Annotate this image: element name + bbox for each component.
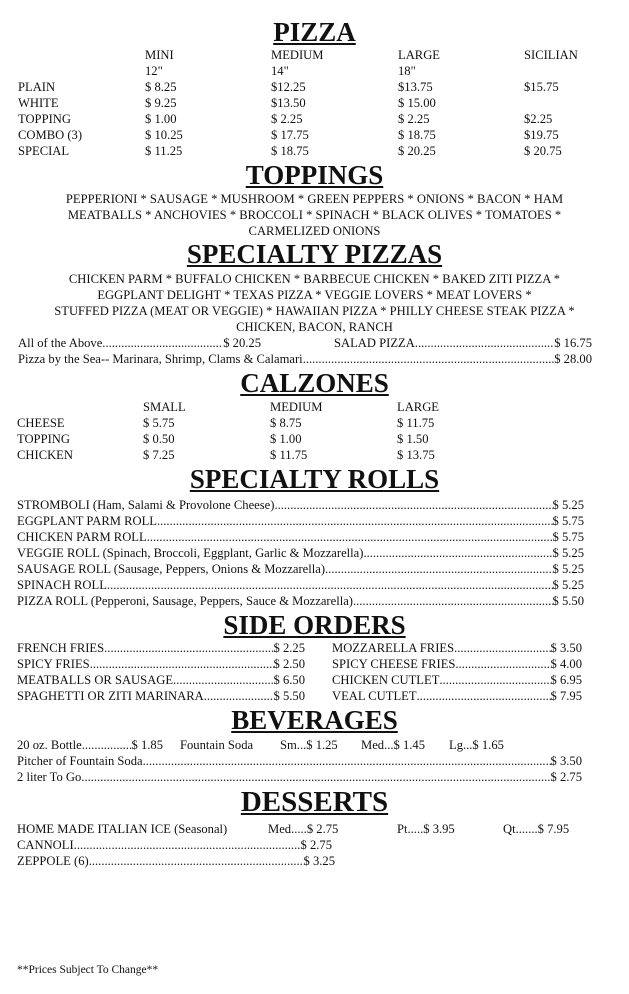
pizza-by-the-sea-row [18,351,592,367]
price: $ 8.25 [145,80,177,94]
item-price: $ 2.50 [273,657,305,671]
price: $13.75 [398,80,433,94]
item-name: Pitcher of Fountain Soda [17,754,143,768]
pitcher-row [17,753,582,769]
item-name: VEGGIE ROLL (Spinach, Broccoli, Eggplant, Garlic & Mozzarella) [17,546,364,560]
pizza-name: TOPPING [18,112,71,126]
dot-leader [415,335,554,351]
size-mini: MINI [145,48,174,62]
pizza-name: COMBO (3) [18,128,83,142]
fountain-large-price: Lg...$ 1.65 [449,738,504,752]
item-price: $ 16.75 [554,336,592,350]
specialty-pizza-line: EGGPLANT DELIGHT * TEXAS PIZZA * VEGGIE LOVERS * MEAT LOVERS * [97,288,532,302]
fountain-medium-price: Med...$ 1.45 [361,738,426,752]
all-of-above-row [18,335,261,351]
pizza-title: PIZZA [273,17,356,47]
dot-leader [204,688,274,704]
item-price: $ 7.95 [550,689,582,703]
price: $ 2.25 [271,112,303,126]
toppings-line: PEPPERIONI * SAUSAGE * MUSHROOM * GREEN PEPPERS * ONIONS * BACON * HAM [65,192,564,206]
zeppole-row [17,853,335,869]
dot-leader [81,769,550,785]
dot-leader [143,753,551,769]
dot-leader [82,737,132,753]
item-name: 2 liter To Go [17,770,82,784]
item-price: $ 2.75 [550,770,582,784]
dot-leader [454,640,550,656]
inch-medium: 14" [271,64,289,78]
item-name: FRENCH FRIES [17,641,105,655]
price: $2.25 [524,112,553,126]
bottle-row [17,737,163,753]
item-price: $ 1.85 [131,738,163,752]
salad-pizza-row [334,335,592,351]
price: $12.25 [271,80,306,94]
dot-leader [107,577,553,593]
list-item [17,561,584,577]
price: $ 2.25 [398,112,430,126]
list-item [17,529,584,545]
item-name: 20 oz. Bottle [17,738,82,752]
price-disclaimer: **Prices Subject To Change** [17,964,159,976]
price: $ 1.50 [397,432,429,446]
side-orders-title: SIDE ORDERS [223,610,406,640]
item-name: VEAL CUTLET [332,689,417,703]
item-price: $ 5.25 [552,562,584,576]
price: $ 15.00 [398,96,436,110]
item-name: All of the Above [18,336,103,350]
dot-leader [325,561,552,577]
dot-leader [417,688,551,704]
calzone-name: CHICKEN [17,448,73,462]
item-price: $ 3.50 [550,641,582,655]
toppings-title: TOPPINGS [245,160,384,190]
price: $ 10.25 [145,128,183,142]
list-item [17,593,584,609]
list-item [17,640,305,656]
item-name: Pizza by the Sea-- Marinara, Shrimp, Clams & Calamari [18,352,303,366]
specialty-pizza-line: STUFFED PIZZA (MEAT OR VEGGIE) * HAWAIIAN PIZZA * PHILLY CHEESE STEAK PIZZA * [54,304,575,318]
item-price: $ 2.75 [300,838,332,852]
item-name: MEATBALLS OR SAUSAGE [17,673,174,687]
item-name: CHICKEN PARM ROLL [17,530,147,544]
price: $ 20.25 [398,144,436,158]
calzone-name: CHEESE [17,416,65,430]
item-price: $ 6.50 [273,673,305,687]
dot-leader [157,513,553,529]
list-item [332,656,582,672]
item-price: $ 5.75 [552,530,584,544]
item-price: $ 5.50 [273,689,305,703]
list-item [332,640,582,656]
item-price: $ 5.50 [552,594,584,608]
item-name: SPICY CHEESE FRIES [332,657,456,671]
dot-leader [90,656,274,672]
dot-leader [147,529,553,545]
list-item [17,688,305,704]
item-price: $ 5.25 [552,546,584,560]
specialty-pizzas-title: SPECIALTY PIZZAS [186,239,443,269]
specialty-pizza-line: CHICKEN PARM * BUFFALO CHICKEN * BARBECUE CHICKEN * BAKED ZITI PIZZA * [68,272,561,286]
list-item [17,577,584,593]
dot-leader [102,335,223,351]
toppings-line: MEATBALLS * ANCHOVIES * BROCCOLI * SPINACH * BLACK OLIVES * TOMATOES * [67,208,562,222]
item-name: STROMBOLI (Ham, Salami & Provolone Cheese) [17,498,275,512]
inch-large: 18" [398,64,416,78]
specialty-pizza-line: CHICKEN, BACON, RANCH [236,320,393,334]
item-name: SPINACH ROLL [17,578,107,592]
list-item [17,656,305,672]
item-price: $ 3.50 [550,754,582,768]
dot-leader [274,497,552,513]
price: $15.75 [524,80,559,94]
item-price: $ 28.00 [554,352,592,366]
size-medium: MEDIUM [270,400,323,414]
item-price: $ 5.25 [552,498,584,512]
item-name: MOZZARELLA FRIES [332,641,455,655]
list-item [17,513,584,529]
price: $ 1.00 [145,112,177,126]
item-price: $ 5.25 [552,578,584,592]
price: $ 18.75 [398,128,436,142]
list-item [332,672,582,688]
desserts-title: DESSERTS [240,786,389,818]
price: $ 13.75 [397,448,435,462]
dot-leader [74,837,301,853]
item-name: SALAD PIZZA [334,336,415,350]
size-large: LARGE [397,400,439,414]
italian-ice-label: HOME MADE ITALIAN ICE (Seasonal) [17,822,228,836]
dot-leader [353,593,553,609]
size-small: SMALL [143,400,186,414]
price: $ 11.25 [145,144,183,158]
item-name: CHICKEN CUTLET [332,673,440,687]
item-name: SPICY FRIES [17,657,90,671]
item-name: CANNOLI [17,838,74,852]
size-sicilian: SICILIAN [524,48,578,62]
price: $ 17.75 [271,128,309,142]
price: $ 9.25 [145,96,177,110]
price: $ 0.50 [143,432,175,446]
item-name: ZEPPOLE (6) [17,854,89,868]
list-item [332,688,582,704]
price: $ 5.75 [143,416,175,430]
list-item [17,672,305,688]
dot-leader [363,545,552,561]
fountain-soda-label: Fountain Soda [180,738,254,752]
calzones-title: CALZONES [240,368,389,398]
item-price: $ 6.95 [550,673,582,687]
price: $ 11.75 [397,416,435,430]
item-name: SAUSAGE ROLL (Sausage, Peppers, Onions & Mozzarella) [17,562,326,576]
item-price: $ 4.00 [550,657,582,671]
dot-leader [303,351,555,367]
dot-leader [455,656,550,672]
specialty-rolls-title: SPECIALTY ROLLS [189,464,440,494]
dot-leader [173,672,273,688]
item-name: EGGPLANT PARM ROLL [17,514,157,528]
calzone-name: TOPPING [17,432,70,446]
size-large: LARGE [398,48,440,62]
toppings-line: CARMELIZED ONIONS [248,224,381,238]
price: $ 8.75 [270,416,302,430]
price: $ 20.75 [524,144,562,158]
price: $ 7.25 [143,448,175,462]
price: $ 11.75 [270,448,308,462]
price: $ 18.75 [271,144,309,158]
cannoli-row [17,837,332,853]
price: $13.50 [271,96,306,110]
pizza-name: SPECIAL [18,144,70,158]
two-liter-row [17,769,582,785]
list-item [17,545,584,561]
item-price: $ 20.25 [223,336,261,350]
dot-leader [89,853,304,869]
size-medium: MEDIUM [271,48,324,62]
italian-ice-quart: Qt.......$ 7.95 [503,822,570,836]
item-price: $ 2.25 [273,641,305,655]
inch-mini: 12" [145,64,163,78]
italian-ice-medium: Med.....$ 2.75 [268,822,339,836]
italian-ice-pint: Pt.....$ 3.95 [397,822,455,836]
dot-leader [439,672,550,688]
fountain-small-price: Sm...$ 1.25 [280,738,338,752]
pizza-name: WHITE [18,96,59,110]
item-price: $ 3.25 [303,854,335,868]
item-name: SPAGHETTI OR ZITI MARINARA [17,689,204,703]
list-item [17,497,584,513]
dot-leader [104,640,273,656]
item-name: PIZZA ROLL (Pepperoni, Sausage, Peppers, Sauce & Mozzarella) [17,594,353,608]
price: $19.75 [524,128,559,142]
beverages-title: BEVERAGES [231,705,398,735]
price: $ 1.00 [270,432,302,446]
pizza-name: PLAIN [18,80,56,94]
item-price: $ 5.75 [552,514,584,528]
